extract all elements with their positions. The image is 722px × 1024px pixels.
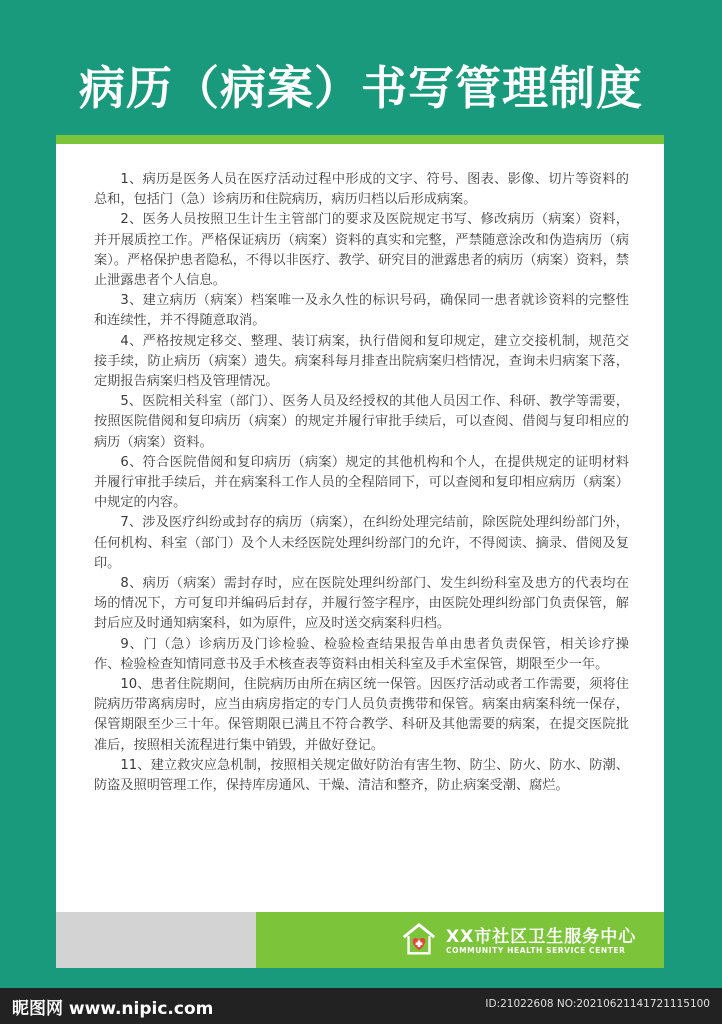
accent-bar: [56, 135, 664, 144]
paragraph-4: 4、严格按规定移交、整理、装订病案，执行借阅和复印规定，建立交接机制，规范交接手续，防止病历（病案）遗失。病案科每月排查出院病案归档情况，查询未归病案下落，定期报告病案归档及管理情况。: [94, 333, 629, 390]
paragraph-10: 10、患者住院期间，住院病历由所在病区统一保管。因医疗活动或者工作需要，须将住院病历带离病房时，应当由病房指定的专门人员负责携带和保管。病案由病案科统一保存，保管期限至少三十年。保管期限已满且不符合教学、科研及其他需要的病案，在提交医院批准后，按照相关流程进行集中销毁，并做好登记。: [94, 677, 629, 753]
paragraph-9: 9、门（急）诊病历及门诊检验、检验检查结果报告单由患者负责保管，相关诊疗操作、检验检查知情同意书及手术核查表等资料由相关科室及手术室保管，期限至少一年。: [94, 636, 629, 672]
paragraph-2: 2、医务人员按照卫生计生主管部门的要求及医院规定书写、修改病历（病案）资料，并开展质控工作。严格保证病历（病案）资料的真实和完整，严禁随意涂改和伪造病历（病案）。严格保护患者隐私，不得以非医疗、教学、研究目的泄露患者的病历（病案）资料，禁止泄露患者个人信息。: [94, 212, 629, 289]
paragraph-5: 5、医院相关科室（部门）、医务人员及经授权的其他人员因工作、科研、教学等需要，按照医院借阅和复印病历（病案）的规定并履行审批手续后，可以查阅、借阅与复印相应的病历（病案）资料。: [94, 394, 629, 450]
paragraph-6: 6、符合医院借阅和复印病历（病案）规定的其他机构和个人，在提供规定的证明材料并履行审批手续后，并在病案科工作人员的全程陪同下，可以查阅和复印相应病历（病案）中规定的内容。: [94, 454, 629, 511]
health-center-logo-icon: [400, 920, 438, 958]
watermark-id: ID:21022608 NO:20210621141721115100: [485, 998, 710, 1010]
org-name-english: COMMUNITY HEALTH SERVICE CENTER: [446, 946, 626, 955]
paragraph-7: 7、涉及医疗纠纷或封存的病历（病案），在纠纷处理完结前，除医院处理纠纷部门外，任何机构、科室（部门）及个人未经医院处理纠纷部门的允许，不得阅读、摘录、借阅及复印。: [94, 515, 629, 571]
paragraph-3: 3、建立病历（病案）档案唯一及永久性的标识号码，确保同一患者就诊资料的完整性和连续性，并不得随意取消。: [94, 293, 629, 329]
paragraph-1: 1、病历是医务人员在医疗活动过程中形成的文字、符号、图表、影像、切片等资料的总和，包括门（急）诊病历和住院病历，病历归档以后形成病案。: [94, 172, 629, 208]
footer-gray-block: [56, 912, 256, 968]
regulation-body: [94, 170, 629, 796]
org-name: XX市社区卫生服务中心: [446, 927, 637, 947]
paragraph-8: 8、病历（病案）需封存时，应在医院处理纠纷部门、发生纠纷科室及患方的代表均在场的情况下，方可复印并编码后封存，并履行签字程序，由医院处理纠纷部门负责保管，解封后应及时通知病案科，如为原件，应及时送交病案科归档。: [94, 576, 629, 632]
paragraph-11: 11、建立救灾应急机制，按照相关规定做好防治有害生物、防尘、防火、防水、防潮、防盗及照明管理工作，保持库房通风、干燥、清洁和整齐，防止病案受潮、腐烂。: [94, 757, 629, 794]
page-title: 病历（病案）书写管理制度: [79, 61, 643, 115]
watermark-site: 昵图网 www.nipic.com: [12, 999, 214, 1019]
